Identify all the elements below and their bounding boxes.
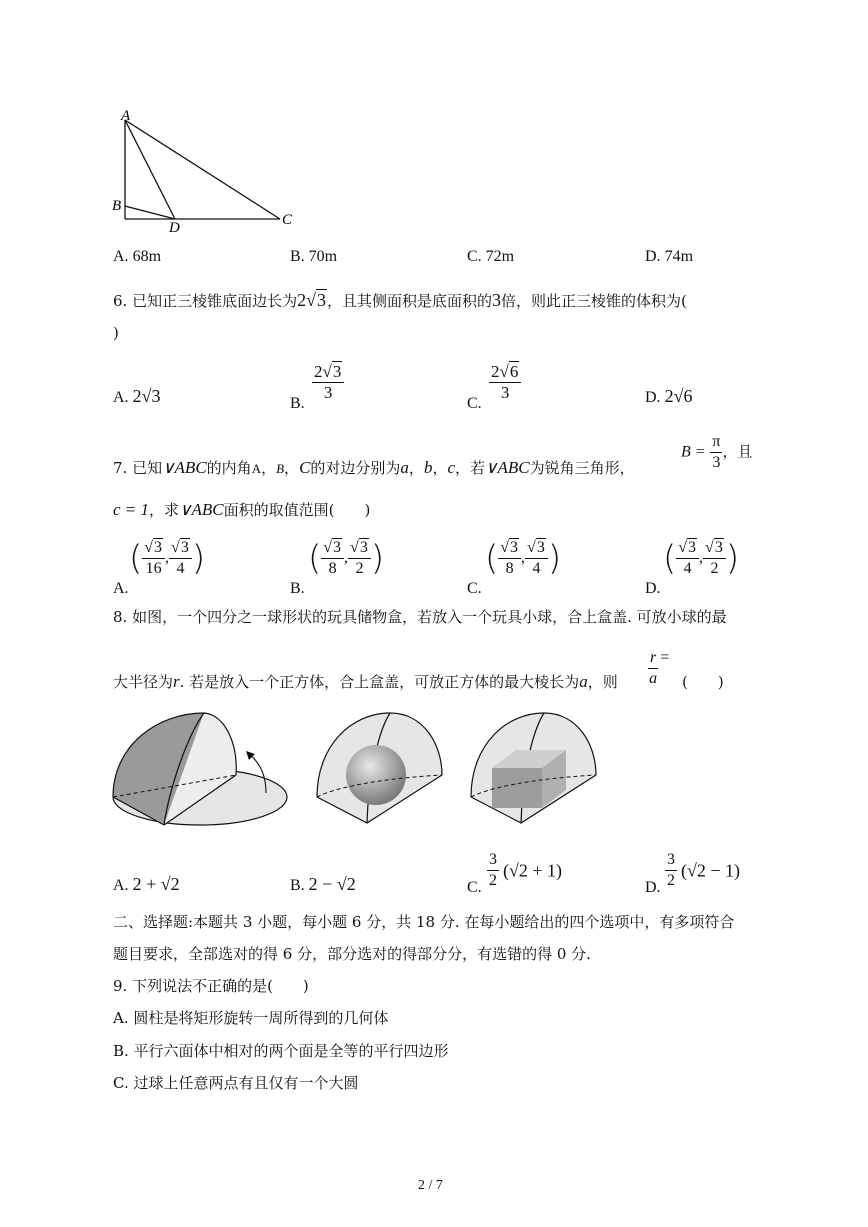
q6-option-d: D. 2√6: [645, 386, 693, 406]
q6-stem-close: ): [113, 324, 119, 342]
q8-ratio: $\frac{r}{a}$ =: [649, 649, 670, 687]
q8-option-d: D. $\frac{3}{2}$ (√2 − 1): [645, 851, 741, 896]
q8-paren: ( ): [682, 673, 724, 691]
label-a: A: [121, 108, 131, 124]
q9-option-a: A. 圆柱是将矩形旋转一周所得到的几何体: [113, 1009, 389, 1027]
q6-option-c: C. $\frac{2√6}{3}$: [467, 362, 521, 403]
quarter-sphere-open-figure: [108, 705, 293, 830]
label-d: D: [169, 220, 180, 235]
section2-line2: 题目要求，全部选对的得 6 分，部分选对的得部分分，有选错的得 0 分.: [113, 945, 591, 963]
q8-option-c: C. $\frac{3}{2}$ (√2 + 1): [467, 851, 563, 896]
q5-option-b: B. 70m: [290, 248, 338, 265]
q9-stem: 9. 下列说法不正确的是( ): [113, 977, 309, 995]
q7-angle-b: B = $\frac{\pi}{3}$ ，且: [681, 433, 753, 471]
q6-stem: 6. 已知正三棱锥底面边长为2√3，且其侧面积是底面积的3倍，则此正三棱锥的体积为(: [113, 290, 687, 310]
quarter-sphere-cube-figure: [466, 705, 601, 830]
q7-option-a: A. ( $\frac{√3}{16}$ , $\frac{√3}{4}$ ): [113, 538, 206, 597]
q5-option-a: A. 68m: [113, 248, 162, 265]
quarter-sphere-ball-figure: [312, 705, 447, 830]
q6-option-b: B. $\frac{2√3}{3}$: [290, 362, 344, 403]
section2-line1: 二、选择题:本题共 3 小题，每小题 6 分，共 18 分. 在每小题给出的四个选项中，有多项符合: [113, 913, 735, 931]
q6-option-a: A. 2√3: [113, 386, 161, 406]
q7-option-c: C. ( $\frac{√3}{8}$ , $\frac{√3}{4}$ ): [467, 538, 562, 597]
q9-option-c: C. 过球上任意两点有且仅有一个大圆: [113, 1074, 359, 1092]
q8-option-b: B. 2 − √2: [290, 874, 356, 894]
q8-stem-line2: 大半径为r. 若是放入一个正方体，合上盒盖，可放正方体的最大棱长为a，则: [113, 672, 618, 691]
label-b: B: [112, 198, 122, 214]
q5-option-c: C. 72m: [467, 248, 515, 265]
q8-option-a: A. 2 + √2: [113, 874, 180, 894]
q7-option-b: B. ( $\frac{√3}{8}$ , $\frac{√3}{2}$ ): [290, 538, 385, 597]
q8-stem-line1: 8. 如图，一个四分之一球形状的玩具储物盒，若放入一个玩具小球，合上盒盖. 可放小球的最: [113, 608, 727, 626]
page-number: 2 / 7: [418, 1178, 443, 1193]
q7-stem-line2: c = 1，求∨ABC面积的取值范围( ): [113, 500, 371, 519]
triangle-figure: [105, 105, 305, 235]
q7-option-d: D. ( $\frac{√3}{4}$ , $\frac{√3}{2}$ ): [645, 538, 740, 597]
q9-option-b: B. 平行六面体中相对的两个面是全等的平行四边形: [113, 1042, 449, 1060]
q7-stem: 7. 已知∨ABC的内角A，B，C的对边分别为a，b，c，若∨ABC为锐角三角形，: [113, 458, 635, 477]
label-c: C: [282, 212, 293, 228]
q5-option-d: D. 74m: [645, 248, 694, 265]
